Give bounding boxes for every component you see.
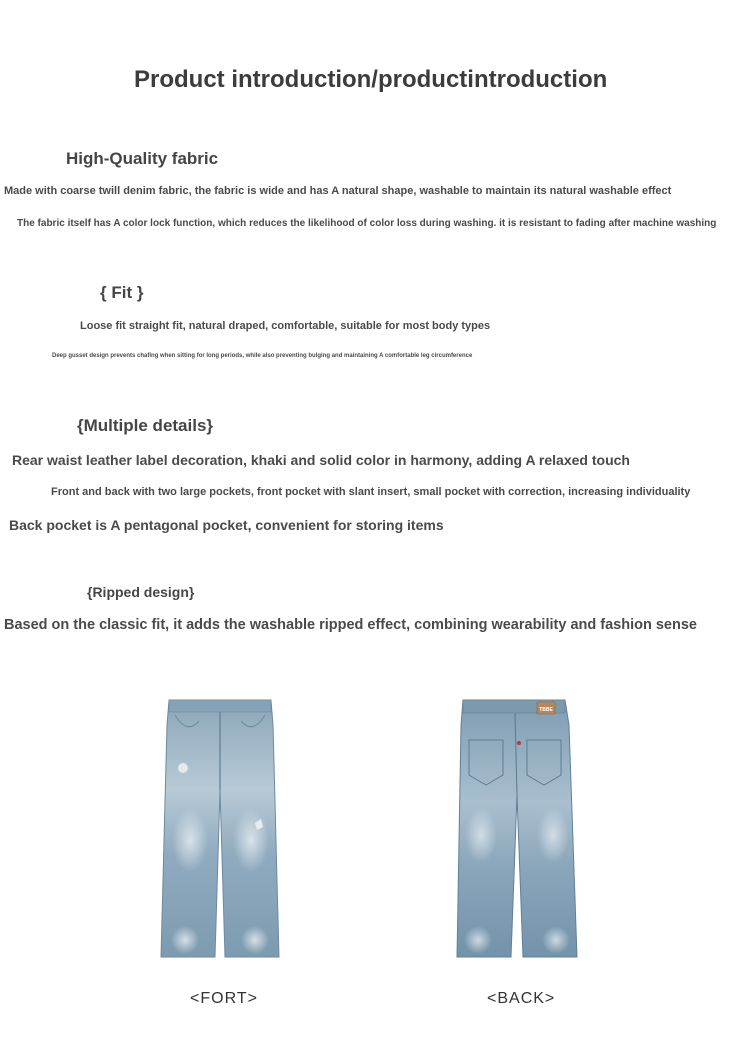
back-label-logo: TBBE bbox=[539, 707, 553, 713]
fit-line-2: Deep gusset design prevents chafing when sitting for long periods, while also preventing bulging and maintaining A comfortable leg circumference bbox=[52, 353, 473, 359]
fit-line-1: Loose fit straight fit, natural draped, comfortable, suitable for most body types bbox=[80, 320, 491, 332]
section-heading-details: {Multiple details} bbox=[77, 416, 214, 435]
back-caption: <BACK> bbox=[487, 990, 556, 1007]
ripped-line-1: Based on the classic fit, it adds the washable ripped effect, combining wearability and fashion sense bbox=[4, 617, 697, 633]
details-line-2: Front and back with two large pockets, front pocket with slant insert, small pocket with correction, increasing individuality bbox=[51, 486, 691, 498]
details-line-3: Back pocket is A pentagonal pocket, convenient for storing items bbox=[9, 517, 444, 533]
front-caption: <FORT> bbox=[190, 990, 258, 1007]
section-heading-fabric: High-Quality fabric bbox=[66, 149, 219, 168]
details-line-1: Rear waist leather label decoration, khaki and solid color in harmony, adding A relaxed touch bbox=[12, 452, 630, 468]
jeans-back-image bbox=[453, 695, 583, 965]
section-heading-ripped: {Ripped design} bbox=[87, 584, 195, 600]
fabric-line-2: The fabric itself has A color lock function, which reduces the likelihood of color loss during washing. it is resistant to fading after machine washing bbox=[17, 218, 717, 229]
section-heading-fit: { Fit } bbox=[100, 283, 144, 302]
page-title: Product introduction/productintroduction bbox=[134, 66, 608, 93]
jeans-front-image bbox=[155, 695, 285, 965]
fabric-line-1: Made with coarse twill denim fabric, the fabric is wide and has A natural shape, washable to maintain its natural washable effect bbox=[4, 185, 672, 197]
